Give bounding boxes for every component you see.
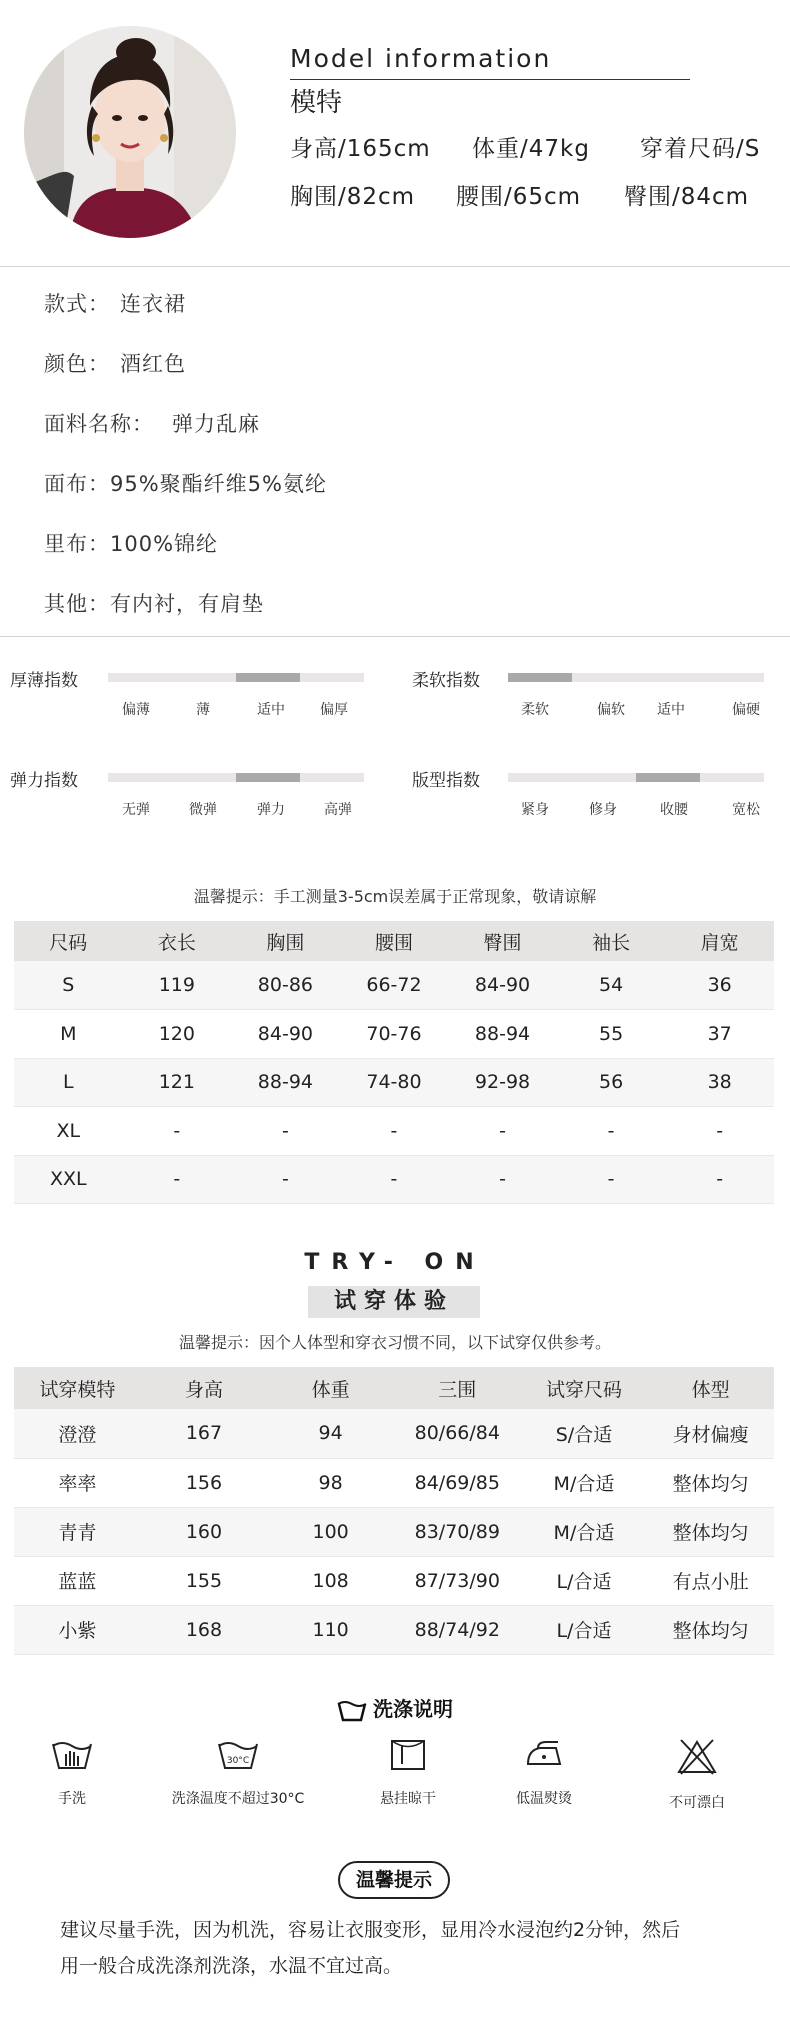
index-tick: 无弹 bbox=[122, 802, 150, 818]
column-header: 体重 bbox=[267, 1367, 394, 1409]
column-header: 尺码 bbox=[14, 921, 123, 961]
table-cell: - bbox=[557, 1155, 666, 1204]
table-cell: 率率 bbox=[14, 1458, 141, 1507]
wash-30-icon bbox=[216, 1738, 260, 1772]
table-cell: S/合适 bbox=[521, 1409, 648, 1458]
table-cell: 56 bbox=[557, 1058, 666, 1107]
spec-value: 连衣裙 bbox=[120, 292, 186, 316]
column-header: 臀围 bbox=[448, 921, 557, 961]
index-tick: 适中 bbox=[657, 702, 685, 718]
table-cell: 100 bbox=[267, 1507, 394, 1556]
table-cell: 有点小肚 bbox=[647, 1556, 774, 1605]
table-row bbox=[14, 1010, 774, 1059]
fit-index-fill bbox=[636, 773, 700, 782]
table-cell: - bbox=[123, 1155, 232, 1204]
table-cell: - bbox=[231, 1107, 340, 1156]
elasticity-index-fill bbox=[236, 773, 300, 782]
section-divider bbox=[0, 266, 790, 267]
model-size: 穿着尺码/S bbox=[640, 136, 761, 162]
table-cell: L/合适 bbox=[521, 1556, 648, 1605]
index-tick: 柔软 bbox=[521, 702, 549, 718]
index-tick: 紧身 bbox=[521, 802, 549, 818]
column-header: 三围 bbox=[394, 1367, 521, 1409]
table-cell: 108 bbox=[267, 1556, 394, 1605]
table-cell: - bbox=[448, 1155, 557, 1204]
table-cell: L/合适 bbox=[521, 1605, 648, 1654]
column-header: 衣长 bbox=[123, 921, 232, 961]
table-cell: 37 bbox=[665, 1010, 774, 1059]
table-cell: - bbox=[123, 1107, 232, 1156]
table-cell: 88-94 bbox=[448, 1010, 557, 1059]
reminder-line-2: 用一般合成洗涤剂洗涤，水温不宜过高。 bbox=[60, 1955, 403, 1977]
table-cell: XL bbox=[14, 1107, 123, 1156]
index-tick: 收腰 bbox=[660, 802, 688, 818]
table-row bbox=[14, 1155, 774, 1204]
table-cell: 155 bbox=[141, 1556, 268, 1605]
table-cell: 整体均匀 bbox=[647, 1507, 774, 1556]
softness-index-fill bbox=[508, 673, 572, 682]
table-cell: 160 bbox=[141, 1507, 268, 1556]
column-header: 试穿尺码 bbox=[521, 1367, 648, 1409]
no-bleach-icon bbox=[675, 1738, 719, 1776]
spec-row bbox=[44, 348, 186, 378]
table-cell: 身材偏瘦 bbox=[647, 1409, 774, 1458]
column-header: 胸围 bbox=[231, 921, 340, 961]
table-cell: 55 bbox=[557, 1010, 666, 1059]
index-tick: 修身 bbox=[589, 802, 617, 818]
thickness-index-label: 厚薄指数 bbox=[10, 671, 78, 691]
spec-label: 面料名称： bbox=[44, 412, 154, 436]
table-cell: 87/73/90 bbox=[394, 1556, 521, 1605]
table-cell: 蓝蓝 bbox=[14, 1556, 141, 1605]
table-cell: 92-98 bbox=[448, 1058, 557, 1107]
wash-item bbox=[617, 1738, 777, 1812]
column-header: 腰围 bbox=[340, 921, 449, 961]
table-cell: 167 bbox=[141, 1409, 268, 1458]
table-cell: M/合适 bbox=[521, 1507, 648, 1556]
wash-item-label: 手洗 bbox=[58, 1791, 86, 1807]
table-cell: 88-94 bbox=[231, 1058, 340, 1107]
reminder-line-1: 建议尽量手洗，因为机洗，容易让衣服变形，显用冷水浸泡约2分钟，然后 bbox=[60, 1919, 681, 1941]
table-cell: 36 bbox=[665, 961, 774, 1010]
wash-item-label: 悬挂晾干 bbox=[380, 1791, 436, 1807]
table-row bbox=[14, 1409, 774, 1458]
index-tick: 偏薄 bbox=[122, 702, 150, 718]
index-tick: 偏硬 bbox=[732, 702, 760, 718]
table-cell: M/合适 bbox=[521, 1458, 648, 1507]
table-cell: 66-72 bbox=[340, 961, 449, 1010]
elasticity-index-label: 弹力指数 bbox=[10, 771, 78, 791]
spec-row bbox=[44, 528, 218, 558]
table-cell: 84-90 bbox=[231, 1010, 340, 1059]
size-table-tip: 温馨提示：手工测量3-5cm误差属于正常现象，敬请谅解 bbox=[193, 887, 597, 906]
table-cell: 98 bbox=[267, 1458, 394, 1507]
spec-label: 其他： bbox=[44, 592, 110, 616]
section-divider bbox=[0, 636, 790, 637]
table-cell: L bbox=[14, 1058, 123, 1107]
table-row bbox=[14, 1507, 774, 1556]
table-cell: 青青 bbox=[14, 1507, 141, 1556]
svg-text:30°C: 30°C bbox=[226, 1756, 250, 1766]
model-weight: 体重/47kg bbox=[472, 136, 590, 162]
table-cell: 84-90 bbox=[448, 961, 557, 1010]
column-header: 肩宽 bbox=[665, 921, 774, 961]
model-info-subtitle: 模特 bbox=[290, 88, 343, 118]
column-header: 试穿模特 bbox=[14, 1367, 141, 1409]
size-table bbox=[14, 921, 774, 1204]
index-tick: 适中 bbox=[257, 702, 285, 718]
model-height: 身高/165cm bbox=[290, 136, 431, 162]
table-cell: XXL bbox=[14, 1155, 123, 1204]
model-photo bbox=[24, 26, 236, 238]
table-cell: 70-76 bbox=[340, 1010, 449, 1059]
model-bust: 胸围/82cm bbox=[290, 184, 416, 210]
model-waist: 腰围/65cm bbox=[456, 184, 582, 210]
table-row bbox=[14, 1605, 774, 1654]
index-tick: 微弹 bbox=[189, 802, 217, 818]
table-cell: 88/74/92 bbox=[394, 1605, 521, 1654]
fit-index-track bbox=[508, 773, 764, 782]
spec-label: 面布： bbox=[44, 472, 110, 496]
table-cell: 80-86 bbox=[231, 961, 340, 1010]
table-cell: - bbox=[340, 1107, 449, 1156]
index-tick: 宽松 bbox=[732, 802, 760, 818]
table-cell: 168 bbox=[141, 1605, 268, 1654]
model-info-section bbox=[0, 0, 790, 266]
column-header: 体型 bbox=[647, 1367, 774, 1409]
softness-index-track bbox=[508, 673, 764, 682]
column-header: 袖长 bbox=[557, 921, 666, 961]
spec-value: 95%聚酯纤维5%氨纶 bbox=[110, 472, 327, 496]
tryon-tip: 温馨提示：因个人体型和穿衣习惯不同，以下试穿仅供参考。 bbox=[178, 1333, 611, 1352]
table-cell: - bbox=[340, 1155, 449, 1204]
table-cell: - bbox=[448, 1107, 557, 1156]
thickness-index-fill bbox=[236, 673, 300, 682]
softness-index-label: 柔软指数 bbox=[412, 671, 480, 691]
tryon-table bbox=[14, 1367, 774, 1655]
spec-value: 100%锦纶 bbox=[110, 532, 219, 556]
model-hip: 臀围/84cm bbox=[624, 184, 750, 210]
table-cell: - bbox=[665, 1107, 774, 1156]
table-cell: 120 bbox=[123, 1010, 232, 1059]
table-row bbox=[14, 1556, 774, 1605]
table-cell: 整体均匀 bbox=[647, 1605, 774, 1654]
table-cell: 整体均匀 bbox=[647, 1458, 774, 1507]
table-row bbox=[14, 1058, 774, 1107]
wash-tub-icon bbox=[337, 1700, 367, 1722]
table-cell: 澄澄 bbox=[14, 1409, 141, 1458]
table-row bbox=[14, 1458, 774, 1507]
wash-item bbox=[0, 1738, 152, 1808]
index-tick: 偏厚 bbox=[320, 702, 348, 718]
table-cell: S bbox=[14, 961, 123, 1010]
spec-value: 有内衬，有肩垫 bbox=[110, 592, 264, 616]
low-iron-icon bbox=[522, 1738, 566, 1772]
wash-instructions-title: 洗涤说明 bbox=[373, 1697, 453, 1721]
table-cell: - bbox=[231, 1155, 340, 1204]
spec-row bbox=[44, 288, 186, 318]
elasticity-index-track bbox=[108, 773, 364, 782]
table-cell: 38 bbox=[665, 1058, 774, 1107]
table-row bbox=[14, 1107, 774, 1156]
table-cell: 83/70/89 bbox=[394, 1507, 521, 1556]
spec-row bbox=[44, 588, 264, 618]
table-header-row bbox=[14, 1367, 774, 1409]
table-cell: 94 bbox=[267, 1409, 394, 1458]
wash-item-label: 低温熨烫 bbox=[516, 1791, 572, 1807]
index-tick: 薄 bbox=[196, 702, 210, 718]
model-info-title: Model information bbox=[290, 44, 552, 73]
table-cell: - bbox=[557, 1107, 666, 1156]
fit-index-label: 版型指数 bbox=[412, 771, 480, 791]
spec-row bbox=[44, 408, 260, 438]
wash-item-label: 洗涤温度不超过30°C bbox=[171, 1791, 305, 1807]
index-tick: 偏软 bbox=[597, 702, 625, 718]
table-cell: 110 bbox=[267, 1605, 394, 1654]
table-cell: 84/69/85 bbox=[394, 1458, 521, 1507]
tryon-title: TRY- ON bbox=[304, 1250, 486, 1275]
wash-item-label: 不可漂白 bbox=[669, 1795, 725, 1811]
table-cell: 54 bbox=[557, 961, 666, 1010]
spec-row bbox=[44, 468, 327, 498]
spec-label: 颜色： bbox=[44, 352, 110, 376]
table-header-row bbox=[14, 921, 774, 961]
table-cell: - bbox=[665, 1155, 774, 1204]
wash-instructions-heading bbox=[0, 1693, 790, 1722]
spec-label: 款式： bbox=[44, 292, 110, 316]
wash-item bbox=[158, 1738, 318, 1808]
table-cell: 74-80 bbox=[340, 1058, 449, 1107]
spec-value: 弹力乱麻 bbox=[172, 412, 260, 436]
wash-item bbox=[464, 1738, 624, 1808]
hand-wash-icon bbox=[50, 1738, 94, 1772]
index-tick: 弹力 bbox=[257, 802, 285, 818]
table-cell: 121 bbox=[123, 1058, 232, 1107]
reminder-badge: 温馨提示 bbox=[338, 1861, 450, 1899]
column-header: 身高 bbox=[141, 1367, 268, 1409]
table-row bbox=[14, 961, 774, 1010]
thickness-index-track bbox=[108, 673, 364, 682]
table-cell: 156 bbox=[141, 1458, 268, 1507]
divider-line bbox=[290, 79, 690, 80]
spec-label: 里布： bbox=[44, 532, 110, 556]
table-cell: 小紫 bbox=[14, 1605, 141, 1654]
spec-value: 酒红色 bbox=[120, 352, 186, 376]
table-cell: M bbox=[14, 1010, 123, 1059]
hang-dry-icon bbox=[388, 1738, 428, 1772]
tryon-subtitle: 试穿体验 bbox=[308, 1286, 480, 1318]
table-cell: 80/66/84 bbox=[394, 1409, 521, 1458]
table-cell: 119 bbox=[123, 961, 232, 1010]
index-tick: 高弹 bbox=[324, 802, 352, 818]
